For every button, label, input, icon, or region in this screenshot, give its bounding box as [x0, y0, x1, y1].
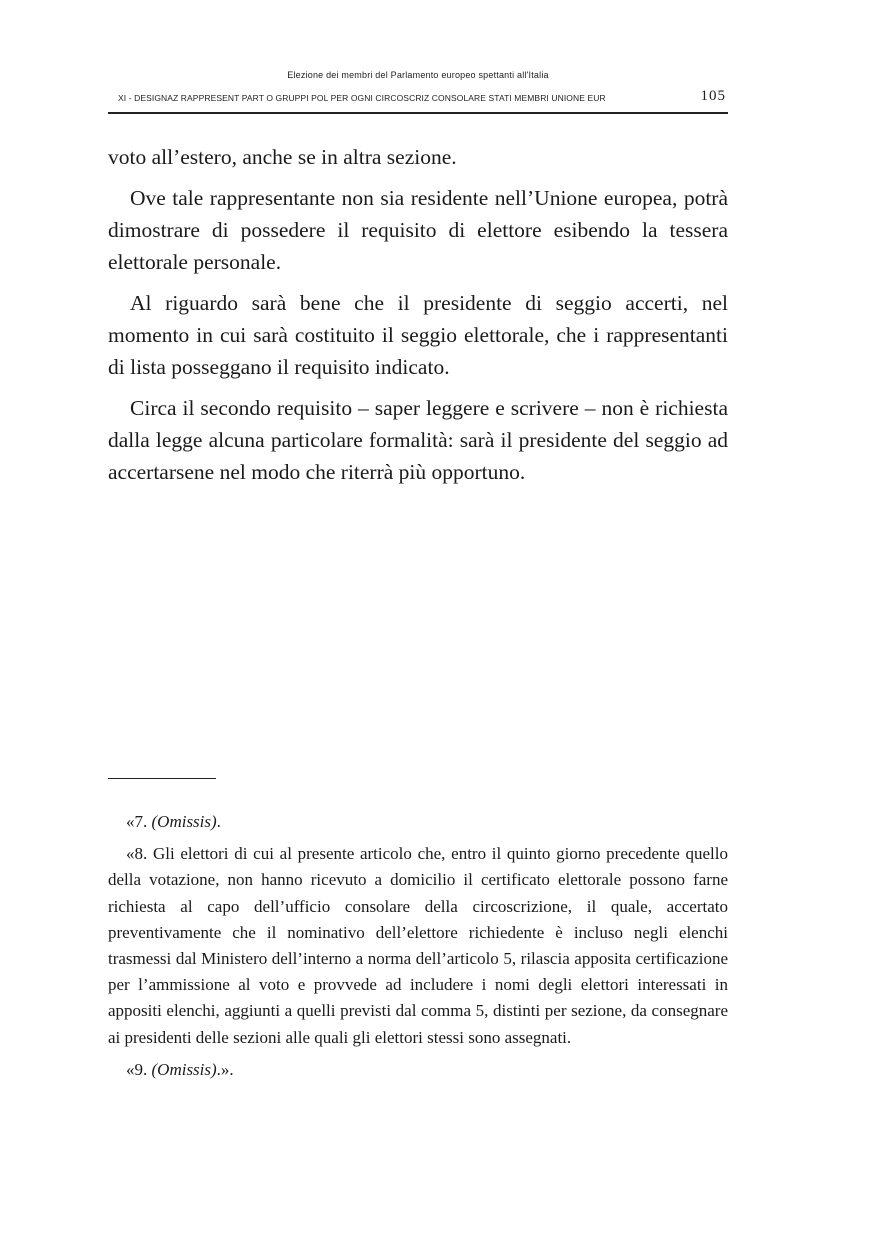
footnotes: [108, 809, 728, 1089]
footnote-separator: [108, 778, 216, 779]
footnote-punct: .: [216, 812, 221, 831]
page-number: 105: [700, 88, 726, 104]
paragraph: Ove tale rappresentante non sia residente nell’Unione europea, potrà dimostrare di possedere il requisito di elettore esibendo la tessera elettorale personale.: [108, 186, 728, 274]
footnote-7: [108, 809, 728, 835]
footnote-number: «9.: [126, 1059, 152, 1079]
running-title: Elezione dei membri del Parlamento europeo spettanti all'Italia: [287, 70, 549, 80]
main-text: [108, 141, 728, 497]
paragraph: Al riguardo sarà bene che il presidente di seggio accerti, nel momento in cui sarà costituito il seggio elettorale, che i rappresentanti di lista posseggano il requisito indicato.: [108, 291, 728, 379]
paragraph: voto all’estero, anche se in altra sezione.: [108, 145, 457, 169]
footnote-9: [108, 1057, 728, 1083]
running-head: [108, 90, 728, 106]
footnote-8: «8. Gli elettori di cui al presente articolo che, entro il quinto giorno precedente quello della votazione, non hanno ricevuto a domicilio il certificato elettorale possono farne richiesta al capo dell’ufficio consolare della circoscrizione, il quale, accertato preventivamente che il nominativo dell’elettore richiedente è incluso negli elenchi trasmessi dal Ministero dell’interno a norma dell’articolo 5, rilascia apposita certificazione per l’ammissione al voto e provvede ad includere i nomi degli elettori interessati in appositi elenchi, aggiunti a quelli previsti dal comma 5, distinti per sezione, da consegnare ai presidenti delle sezioni alle quali gli elettori stessi sono assegnati.: [108, 844, 728, 1047]
omissis-text: (Omissis): [151, 812, 217, 831]
omissis-text: (Omissis): [151, 1059, 217, 1079]
paragraph: Circa il secondo requisito – saper leggere e scrivere – non è richiesta dalla legge alcuna particolare formalità: sarà il presidente del seggio ad accertarsene nel modo che riterrà più opportuno.: [108, 396, 728, 484]
header-rule: [108, 112, 728, 114]
section-title: XI - DESIGNAZ RAPPRESENT PART O GRUPPI POL PER OGNI CIRCOSCRIZ CONSOLARE STATI MEMBRI UNIONE EUR: [118, 93, 606, 103]
footnote-punct: .».: [216, 1059, 234, 1079]
footnote-number: «7.: [126, 812, 152, 831]
